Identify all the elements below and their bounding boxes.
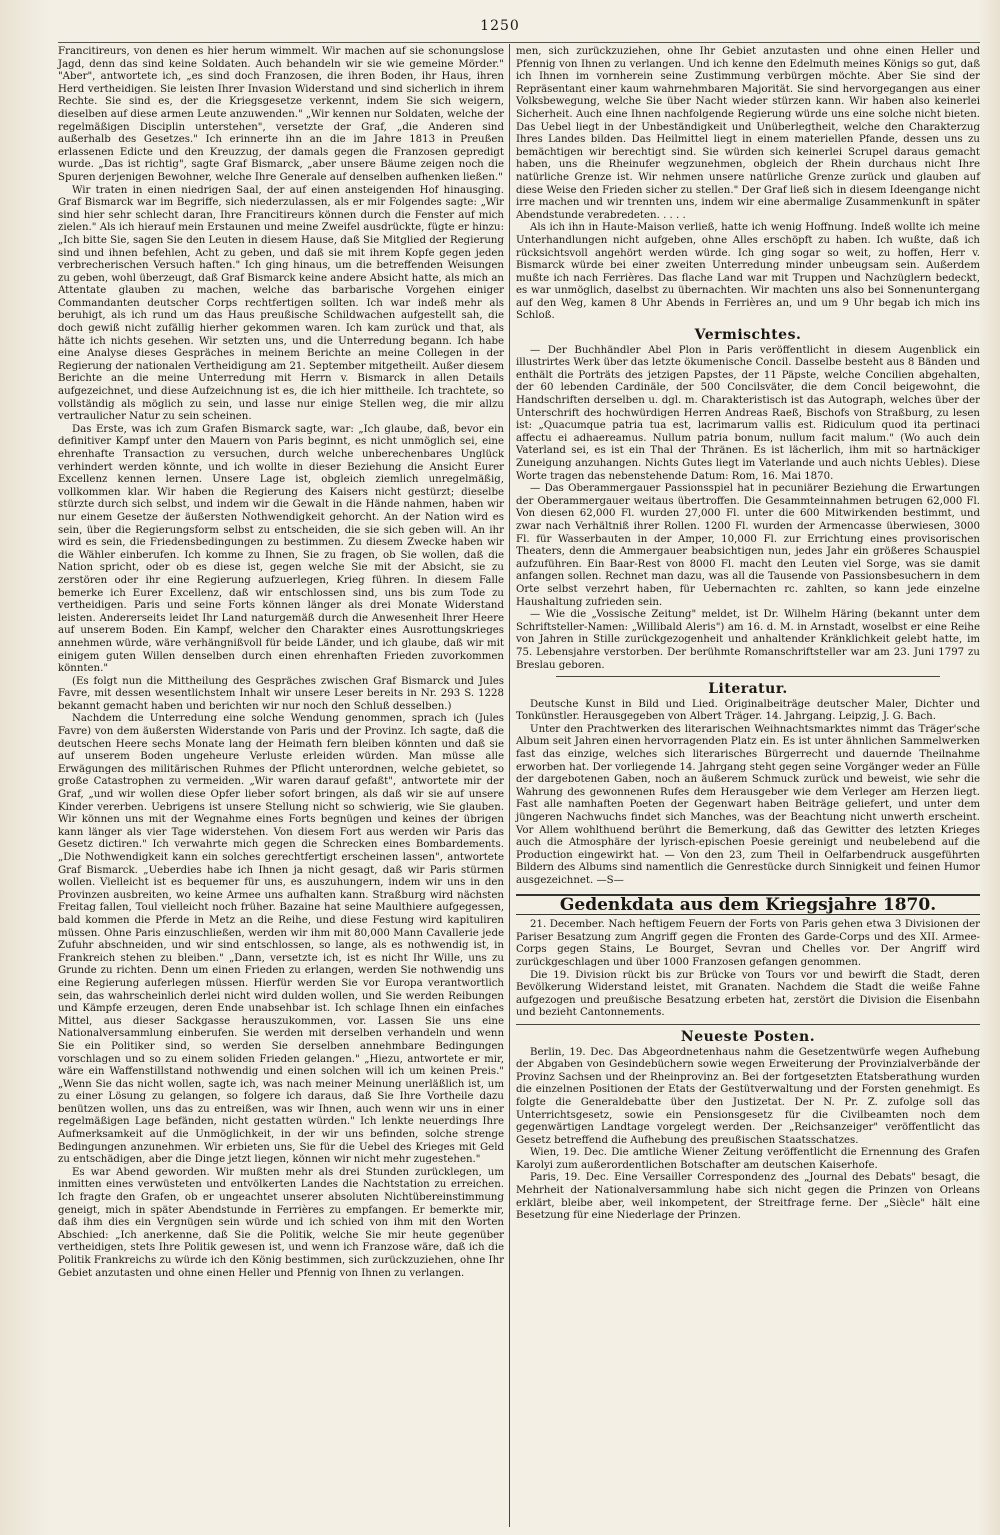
paragraph: — Der Buchhändler Abel Plon in Paris veröffentlicht in diesem Augenblick ein illustrirtes Werk über das letzte ökumenische Concil. Dasselbe besteht aus 8 Bänden und enthält die Porträts des jetzigen Papstes, der 11 Päpste, welche Concilien abgehalten, der 60 lebenden Cardinäle, der 500 Concilsväter, die dem Concil beigewohnt, die Handschriften derselben u. dgl. m. Charakteristisch ist das Autograph, welches über der Unterschrift des hochwürdigen Herren Andreas Raeß, Bischofs von Straßburg, zu lesen ist: „Quacumque patria tua est, lacrimarum vallis est. Ridiculum quod ita pertinaci affectu ei adhaereamus. Nullum patria bonum, nullum facit malum." (Wo auch dein Vaterland sei, es ist ein Thal der Thränen. Es ist lächerlich, ihm mit so hartnäckiger Zuneigung anzuhangen. Nichts Gutes liegt im Vaterlande und auch nichts Uebles). Diese Worte tragen das nebenstehende Datum: Rom, 16. Mai 1870. bbox=[516, 344, 980, 482]
paragraph: Die 19. Division rückt bis zur Brücke von Tours vor und bewirft die Stadt, deren Bevölkerung Widerstand leistet, mit Granaten. Nachdem die Stadt die weiße Fahne aufgezogen und preußische Besatzung erbeten hat, zerstört die Division die Eisenbahn und bezieht Cantonnements. bbox=[516, 969, 980, 1019]
header-rule bbox=[58, 42, 980, 43]
left-column bbox=[58, 46, 504, 1525]
column-divider bbox=[509, 44, 510, 1527]
section-heading-vermischtes: Vermischtes. bbox=[694, 327, 802, 344]
paragraph: 21. December. Nach heftigem Feuern der Forts von Paris gehen etwa 3 Divisionen der Pariser Besatzung zum Angriff gegen die Fronten des Garde-Corps und des XII. Armee-Corps gegen Stains, Le Bourget, Sevran und Chelles vor. Der Angriff wird zurückgeschlagen und über 1000 Franzosen gefangen genommen. bbox=[516, 919, 980, 968]
paragraph: — Das Oberammergauer Passionsspiel hat in pecuniärer Beziehung die Erwartungen der Oberammergauer weitaus übertroffen. Die Gesammteinnahmen betrugen 62,000 Fl. Von diesen 62,000 Fl. wurden 27,000 Fl. unter die 600 Mitwirkenden bestimmt, und zwar nach Verhältniß ihrer Rollen. 1200 Fl. wurden der Armencasse überwiesen, 3000 Fl. für Wasserbauten in der Amper, 10,000 Fl. zur Errichtung eines provisorischen Theaters, denn die Ammergauer beabsichtigen nun, jedes Jahr ein größeres Schauspiel aufzuführen. Ein Baar-Rest von 8000 Fl. macht den Leuten viel Sorge, was sie damit anfangen sollen. Rechnet man dazu, was all die Tausende von Passionsbesuchern in dem Orte selbst verzehrt haben, für Uebernachten rc. zahlten, so kann jede einzelne Haushaltung zufrieden sein. bbox=[516, 483, 980, 608]
section-divider bbox=[556, 676, 940, 677]
page-number: 1250 bbox=[480, 18, 520, 34]
right-column bbox=[516, 46, 980, 1525]
paragraph: men, sich zurückzuziehen, ohne Ihr Gebiet anzutasten und ohne einen Heller und Pfennig von Ihnen zu verlangen. Und ich kenne den Edelmuth meines Königs so gut, daß ich Ihnen im vornherein seine Zustimmung verbürgen möchte. Aber Sie sind der Repräsentant einer kaum wahrnehmbaren Majorität. Sie sind hervorgegangen aus einer Volksbewegung, welche Sie über Nacht wieder stürzen kann. Wir haben also keinerlei Sicherheit. Auch eine Ihnen nachfolgende Regierung würde uns eine solche nicht bieten. Das Uebel liegt in der Unbeständigkeit und Unüberlegtheit, welche den Charakterzug Ihres Landes bilden. Das Heilmittel liegt in einem materiellen Pfande, dessen uns zu bemächtigen wir berechtigt sind. Sie würden sich keinerlei Scrupel daraus gemacht haben, uns die Rheinufer wegzunehmen, obgleich der Rhein durchaus nicht Ihre natürliche Grenze ist. Wir nehmen unsere natürliche Grenze zurück und glauben auf diese Weise den Frieden sicher zu stellen." Der Graf ließ sich in diesem Ideengange nicht irre machen und wir trennten uns, indem wir eine abermalige Zusammenkunft in später Abendstunde verabredeten. . . . . bbox=[516, 46, 980, 221]
section-heading-gedenkdata: Gedenkdata aus dem Kriegsjahre 1870. bbox=[516, 894, 980, 916]
paragraph: Deutsche Kunst in Bild und Lied. Originalbeiträge deutscher Maler, Dichter und Tonkünstler. Herausgegeben von Albert Träger. 14. Jahrgang. Leipzig, J. G. Bach. bbox=[516, 698, 980, 723]
paragraph: (Es folgt nun die Mittheilung des Gespräches zwischen Graf Bismarck und Jules Favre, mit dessen wesentlichstem Inhalt wir unsere Leser bereits in Nr. 293 S. 1228 bekannt gemacht haben und berichten wir nur noch den Schluß desselben.) bbox=[58, 675, 504, 712]
paragraph: Berlin, 19. Dec. Das Abgeordnetenhaus nahm die Gesetzentwürfe wegen Aufhebung der Abgaben von Gesindebüchern sowie wegen Erweiterung der Provinzialverbände der Provinz Sachsen und der Rheinprovinz an. Bei der fortgesetzten Etatsberathung wurden die einzelnen Positionen der Etats der Gestütverwaltung und der Forsten genehmigt. Es folgte die Generaldebatte über den Justizetat. Der N. Pr. Z. zufolge soll das Unterrichtsgesetz, sowie ein Pensionsgesetz für die Civilbeamten noch dem gegenwärtigen Landtage vorgelegt werden. Der „Reichsanzeiger" veröffentlicht das Gesetz betreffend die Aufhebung des preußischen Staatsschatzes. bbox=[516, 1046, 980, 1146]
page-margin-shadow bbox=[978, 0, 1000, 1535]
page-edge-shadow bbox=[0, 0, 50, 1535]
section-heading-literatur: Literatur. bbox=[708, 681, 788, 698]
paragraph: Wir traten in einen niedrigen Saal, der auf einen ansteigenden Hof hinausging. Graf Bismarck war im Begriffe, sich niederzulassen, als er mir Folgendes sagte: „Wir sind hier sehr schlecht daran, Ihre Francitireurs können durch die Fenster auf mich zielen." Als ich hierauf mein Erstaunen und meine Zweifel ausdrückte, fügte er hinzu: „Ich bitte Sie, sagen Sie den Leuten in diesem Hause, daß Sie Mitglied der Regierung sind und ihnen befehlen, Acht zu geben, und daß sie mit ihrem Kopfe gegen jeden verbrecherischen Versuch haften." Ich ging hinaus, um die betreffenden Weisungen zu geben, wohl überzeugt, daß Graf Bismarck keine andere Absicht hatte, als mich an Attentate glauben zu machen, welche das barbarische Vorgehen einiger Commandanten deutscher Corps rechtfertigen sollten. Ich war indeß mehr als beruhigt, als ich rund um das Haus preußische Schildwachen aufgestellt sah, die doch gewiß nicht zufällig hierher gekommen waren. Ich kam zurück und that, als hätte ich nichts gesehen. Wir setzten uns, und die Unterredung begann. Ich habe eine Analyse dieses Gespräches in meinem Berichte an meine Collegen in der Regierung der nationalen Vertheidigung am 21. September mitgetheilt. Außer diesem Berichte an die meine Unterredung mit Herrn v. Bismarck in allen Details aufgezeichnet, und diese Aufzeichnung ist es, die ich hier mittheile. Ich trachtete, so vollständig als möglich zu sein, und lasse nur einige Stellen weg, die mir allzu vertraulicher Natur zu sein scheinen. bbox=[58, 184, 504, 423]
paragraph: Das Erste, was ich zum Grafen Bismarck sagte, war: „Ich glaube, daß, bevor ein definitiver Kampf unter den Mauern von Paris beginnt, es nicht unmöglich sei, eine ehrenhafte Transaction zu versuchen, durch welche unberechenbares Unglück verhindert werden könnte, und ich wollte in dieser Beziehung die Ansicht Eurer Excellenz kennen lernen. Unsere Lage ist, obgleich ziemlich unregelmäßig, vollkommen klar. Wir haben die Regierung des Kaisers nicht gestürzt; dieselbe stürzte durch sich selbst, und indem wir die Gewalt in die Hände nahmen, haben wir nur einem Gesetze der äußersten Nothwendigkeit gehorcht. An der Nation wird es sein, über die Regierungsform selbst zu entscheiden, die sie sich geben will. An ihr wird es sein, die Friedensbedingungen zu bestimmen. Zu diesem Zwecke haben wir die Wähler einberufen. Ich komme zu Ihnen, Sie zu fragen, ob Sie wollen, daß die Nation spricht, oder ob es diese ist, gegen welche Sie mit der Absicht, sie zu zerstören oder ihr eine Regierung aufzuerlegen, Krieg führen. In diesem Falle bemerke ich Eurer Excellenz, daß wir entschlossen sind, uns bis zum Tode zu vertheidigen. Paris und seine Forts können länger als drei Monate Widerstand leisten. Andererseits leidet Ihr Land naturgemäß durch die Anwesenheit Ihrer Heere auf unserem Boden. Ein Kampf, welcher den Charakter eines Ausrottungskrieges annehmen würde, wäre verhängnißvoll für beide Länder, und ich glaube, daß wir mit einigem guten Willen denselben durch einen ehrenhaften Frieden zuvorkommen könnten." bbox=[58, 423, 504, 675]
section-divider bbox=[516, 1024, 980, 1025]
paragraph: Nachdem die Unterredung eine solche Wendung genommen, sprach ich (Jules Favre) von dem äußersten Widerstande von Paris und der Provinz. Ich sagte, daß die deutschen Heere sechs Monate lang der Heimath fern bleiben könnten und daß sie auf unserem Boden ungeheure Verluste erleiden würden. Man müsse alle Erwägungen des militärischen Ruhmes der Pflicht unterordnen, welche gebietet, so große Catastrophen zu vermeiden. „Wir waren darauf gefaßt", antwortete mir der Graf, „und wir wollen diese Opfer lieber sofort bringen, als daß wir sie auf unsere Kinder vererben. Uebrigens ist unsere Stellung nicht so schwierig, wie Sie glauben. Wir können uns mit der Wegnahme eines Forts begnügen und keines der übrigen kann länger als vier Tage widerstehen. Von diesem Fort aus werden wir Paris das Gesetz dictiren." Ich verwahrte mich gegen die Schrecken eines Bombardements. „Die Nothwendigkeit kann ein solches gerechtfertigt erscheinen lassen", antwortete Graf Bismarck. „Ueberdies habe ich Ihnen ja nicht gesagt, daß wir Paris stürmen wollen. Vielleicht ist es bequemer für uns, es auszuhungern, indem wir uns in den Provinzen ausbreiten, wo keine Armee uns aufhalten kann. Straßburg wird nächsten Freitag fallen, Toul vielleicht noch früher. Bazaine hat seine Maulthiere aufgegessen, bald kommen die Pferde in Metz an die Reihe, und diese Festung wird kapituliren müssen. Ohne Paris einzuschließen, werden wir ihm mit 80,000 Mann Cavallerie jede Zufuhr abschneiden, und wir sind entschlossen, so lange, als es nothwendig ist, in Frankreich stehen zu bleiben." „Dann, versetzte ich, ist es nicht Ihr Wille, uns zu Grunde zu richten. Denn um einen Frieden zu erlangen, werden Sie nothwendig uns eine Regierung auferlegen müssen. Hierfür werden Sie vor Europa verantwortlich sein, das wahrscheinlich derlei nicht wird dulden wollen, und Sie werden Reibungen und Kämpfe erzeugen, deren Ende unabsehbar ist. Ich schlage Ihnen ein einfaches Mittel, aus dieser Sackgasse herauszukommen, vor. Lassen Sie uns eine Nationalversammlung einberufen. Sie werden mit derselben verhandeln und wenn Sie ein Politiker sind, so werden Sie derselben annehmbare Bedingungen vorschlagen und so zu einem soliden Frieden gelangen." „Hiezu, antwortete er mir, wäre ein Waffenstillstand nothwendig und einen solchen will ich um keinen Preis." „Wenn Sie das nicht wollen, sagte ich, was nach meiner Meinung unerläßlich ist, um zu einer Lösung zu gelangen, so folgere ich daraus, daß Sie Ihre Vortheile dazu benützen wollen, uns das zu entreißen, was wir Ihnen, auch wenn wir uns in einer regelmäßigen Lage befänden, nicht gestatten würden." Ich lenkte neuerdings Ihre Aufmerksamkeit auf die Unmöglichkeit, in der wir uns befinden, solche strenge Bedingungen anzunehmen. Wir erbieten uns, Sie für die Uebel des Krieges mit Geld zu entschädigen, aber die Dinge jetzt liegen, können wir nicht mehr zugestehen." bbox=[58, 713, 504, 1166]
paragraph: Paris, 19. Dec. Eine Versailler Correspondenz des „Journal des Debats" besagt, die Mehrheit der Nationalversammlung habe sich nicht gegen die Prinzen von Orleans erklärt, bleibe aber, weil inkompetent, der Streitfrage ferne. Der „Siècle" hält eine Besetzung für eine Niederlage der Prinzen. bbox=[516, 1172, 980, 1222]
paragraph: Es war Abend geworden. Wir mußten mehr als drei Stunden zurücklegen, um inmitten eines verwüsteten und entvölkerten Landes die Nachtstation zu erreichen. Ich fragte den Grafen, ob er ungeachtet unserer absoluten Nichtübereinstimmung geneigt, mich in später Abendstunde in Ferrières zu empfangen. Er bemerkte mir, daß ihm dies ein Vergnügen sein würde und ich schied von ihm mit den Worten Abschied: „Ich anerkenne, daß Sie die Politik, welche Sie mir heute gegenüber vertheidigen, stets Ihre Politik gewesen ist, und wenn ich Franzose wäre, daß ich die Politik Frankreichs zu würde ich den König bestimmen, sich zurückzuziehen, ohne Ihr Gebiet anzutasten und ohne einen Heller und Pfennig von Ihnen zu verlangen. bbox=[58, 1166, 504, 1279]
section-heading-posten: Neueste Posten. bbox=[680, 1028, 816, 1045]
paragraph: Wien, 19. Dec. Die amtliche Wiener Zeitung veröffentlicht die Ernennung des Grafen Karolyi zum außerordentlichen Botschafter am deutschen Kaiserhofe. bbox=[516, 1147, 980, 1171]
paragraph: Unter den Prachtwerken des literarischen Weihnachtsmarktes nimmt das Träger'sche Album seit Jahren einen hervorragenden Platz ein. Es ist unter ähnlichen Sammelwerken fast das einzige, welches sich literarisches Bürgerrecht und dauernde Theilnahme erworben hat. Der vorliegende 14. Jahrgang steht gegen seine Vorgänger weder an Fülle der dargebotenen Gaben, noch an äußerem Schmuck zurück und beweist, wie sehr die Wahrung des gewonnenen Rufes dem Herausgeber wie dem Verleger am Herzen liegt. Fast alle namhaften Poeten der Gegenwart haben Beiträge geliefert, und unter dem jüngeren Nachwuchs findet sich Manches, was der Beachtung nicht unwerth erscheint. Vor Allem wohlthuend berührt die Bemerkung, daß das Gewitter des letzten Krieges auch die Atmosphäre der lyrisch-epischen Poesie gereinigt und neubelebend auf die Production eingewirkt hat. — Von den 23, zum Theil in Oelfarbendruck ausgeführten Bildern des Albums sind namentlich die Genrestücke durch Sinnigkeit und feinen Humor ausgezeichnet. —S— bbox=[516, 723, 980, 886]
paragraph: — Wie die „Vossische Zeitung" meldet, ist Dr. Wilhelm Häring (bekannt unter dem Schriftsteller-Namen: „Willibald Aleris") am 16. d. M. in Arnstadt, woselbst er eine Reihe von Jahren in Stille zurückgezogenheit und anhaltender Kränklichkeit gelebt hatte, im 75. Lebensjahre verstorben. Der berühmte Romanschriftsteller war am 23. Juni 1797 zu Breslau geboren. bbox=[516, 609, 980, 671]
paragraph: Francitireurs, von denen es hier herum wimmelt. Wir machen auf sie schonungslose Jagd, denn das sind keine Soldaten. Auch behandeln wir sie wie gemeine Mörder." "Aber", antwortete ich, „es sind doch Franzosen, die ihren Boden, ihr Haus, ihren Herd vertheidigen. Sie leisten Ihrer Invasion Widerstand und sind sicherlich in ihrem Rechte. Sie sind es, der die Kriegsgesetze verkennt, indem Sie sich weigern, dieselben auf diese armen Leute anzuwenden." „Wir kennen nur Soldaten, welche der regelmäßigen Disciplin unterstehen", versetzte der Graf, „die Anderen sind außerhalb des Gesetzes." Ich erinnerte ihn an die im Jahre 1813 in Preußen erlassenen Edicte und den Kreuzzug, der damals gegen die Franzosen gepredigt wurde. „Das ist richtig", sagte Graf Bismarck, „aber unsere Bäume zeigen noch die Spuren derjenigen Bewohner, welche Ihre Generale auf denselben aufhenken ließen." bbox=[58, 46, 504, 183]
paragraph: Als ich ihn in Haute-Maison verließ, hatte ich wenig Hoffnung. Indeß wollte ich meine Unterhandlungen nicht aufgeben, ohne Alles erschöpft zu haben. Ich wußte, daß ich rücksichtsvoll angehört werden würde. Ich ging sogar so weit, zu hoffen, Herr v. Bismarck würde bei einer zweiten Unterredung minder unbeugsam sein. Außerdem mußte ich nach Ferrières. Das flache Land war mit Truppen und Nachzüglern bedeckt, es war unmöglich, daselbst zu übernachten. Wir machten uns also bei Sonnenuntergang auf den Weg, kamen 8 Uhr Abends in Ferrières an, und um 9 Uhr begab ich mich ins Schloß. bbox=[516, 222, 980, 322]
